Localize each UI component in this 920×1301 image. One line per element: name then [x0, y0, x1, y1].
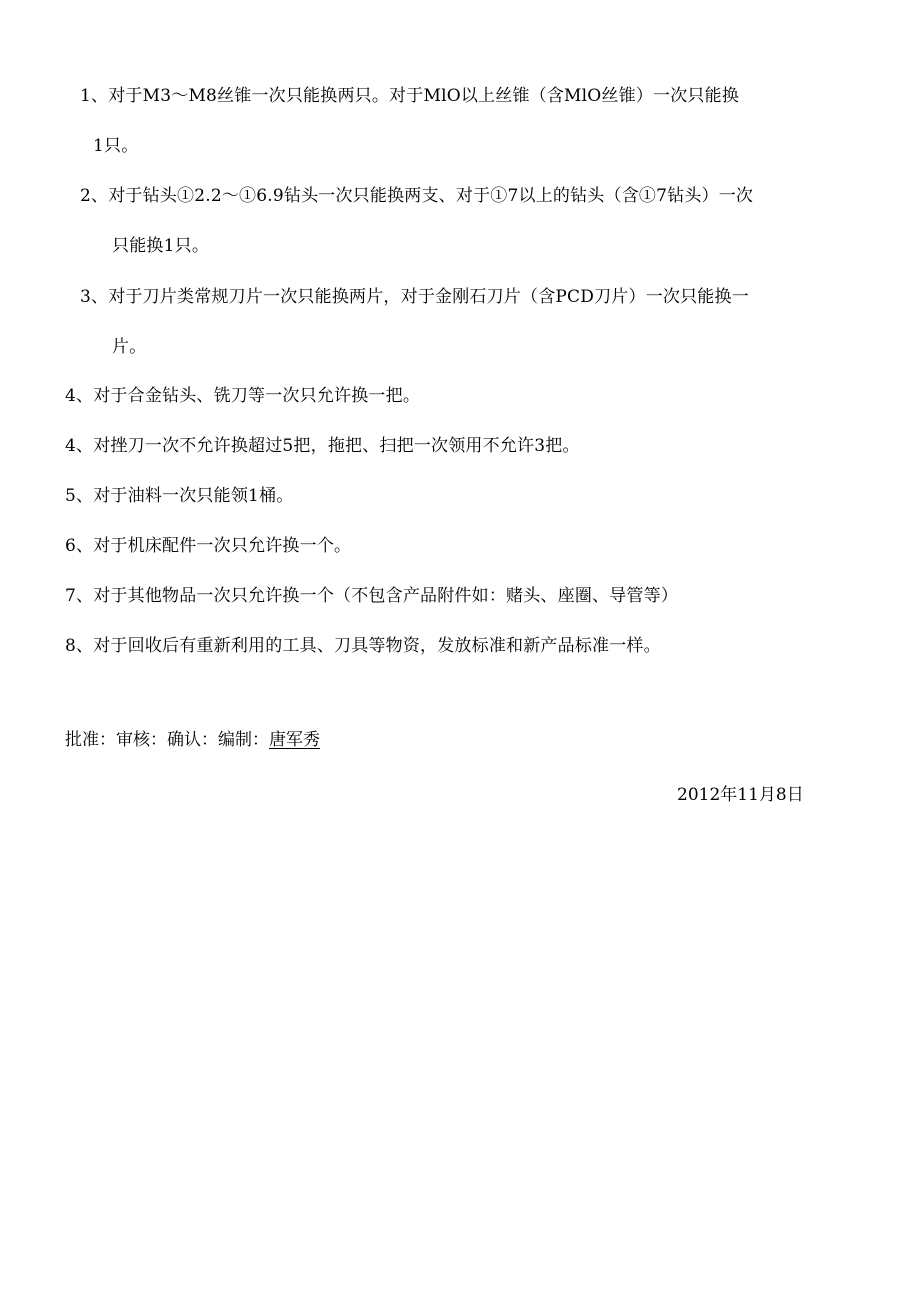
rule-1-line-2: 1只。 [93, 136, 139, 156]
rule-4: 4、对于合金钻头、铣刀等一次只允许换一把。 [65, 386, 421, 406]
signoff-row [65, 728, 320, 752]
rule-8: 8、对于回收后有重新利用的工具、刀具等物资，发放标准和新产品标准一样。 [65, 636, 661, 656]
rule-3-line-1: 3、对于刀片类常规刀片一次只能换两片，对于金刚石刀片（含PCD刀片）一次只能换一 [80, 287, 749, 307]
signoff-author: 唐军秀 [269, 730, 320, 750]
rule-7: 7、对于其他物品一次只允许换一个（不包含产品附件如：赌头、座圈、导管等） [65, 586, 679, 606]
rule-1-line-1: 1、对于M3～M8丝锥一次只能换两只。对于MlO以上丝锥（含MlO丝锥）一次只能换 [80, 86, 740, 106]
rule-2-line-2: 只能换1只。 [112, 236, 210, 256]
rule-3-line-2: 片。 [112, 337, 147, 357]
rule-2-line-1: 2、对于钻头①2.2～①6.9钻头一次只能换两支、对于①7以上的钻头（含①7钻头）一次 [80, 186, 754, 206]
rule-4b: 4、对挫刀一次不允许换超过5把，拖把、扫把一次领用不允许3把。 [65, 436, 580, 456]
rule-5: 5、对于油料一次只能领1桶。 [65, 486, 294, 506]
document-date: 2012年11月8日 [677, 785, 804, 805]
signoff-labels: 批准：审核：确认：编制： [65, 730, 269, 750]
rule-6: 6、对于机床配件一次只允许换一个。 [65, 536, 352, 556]
